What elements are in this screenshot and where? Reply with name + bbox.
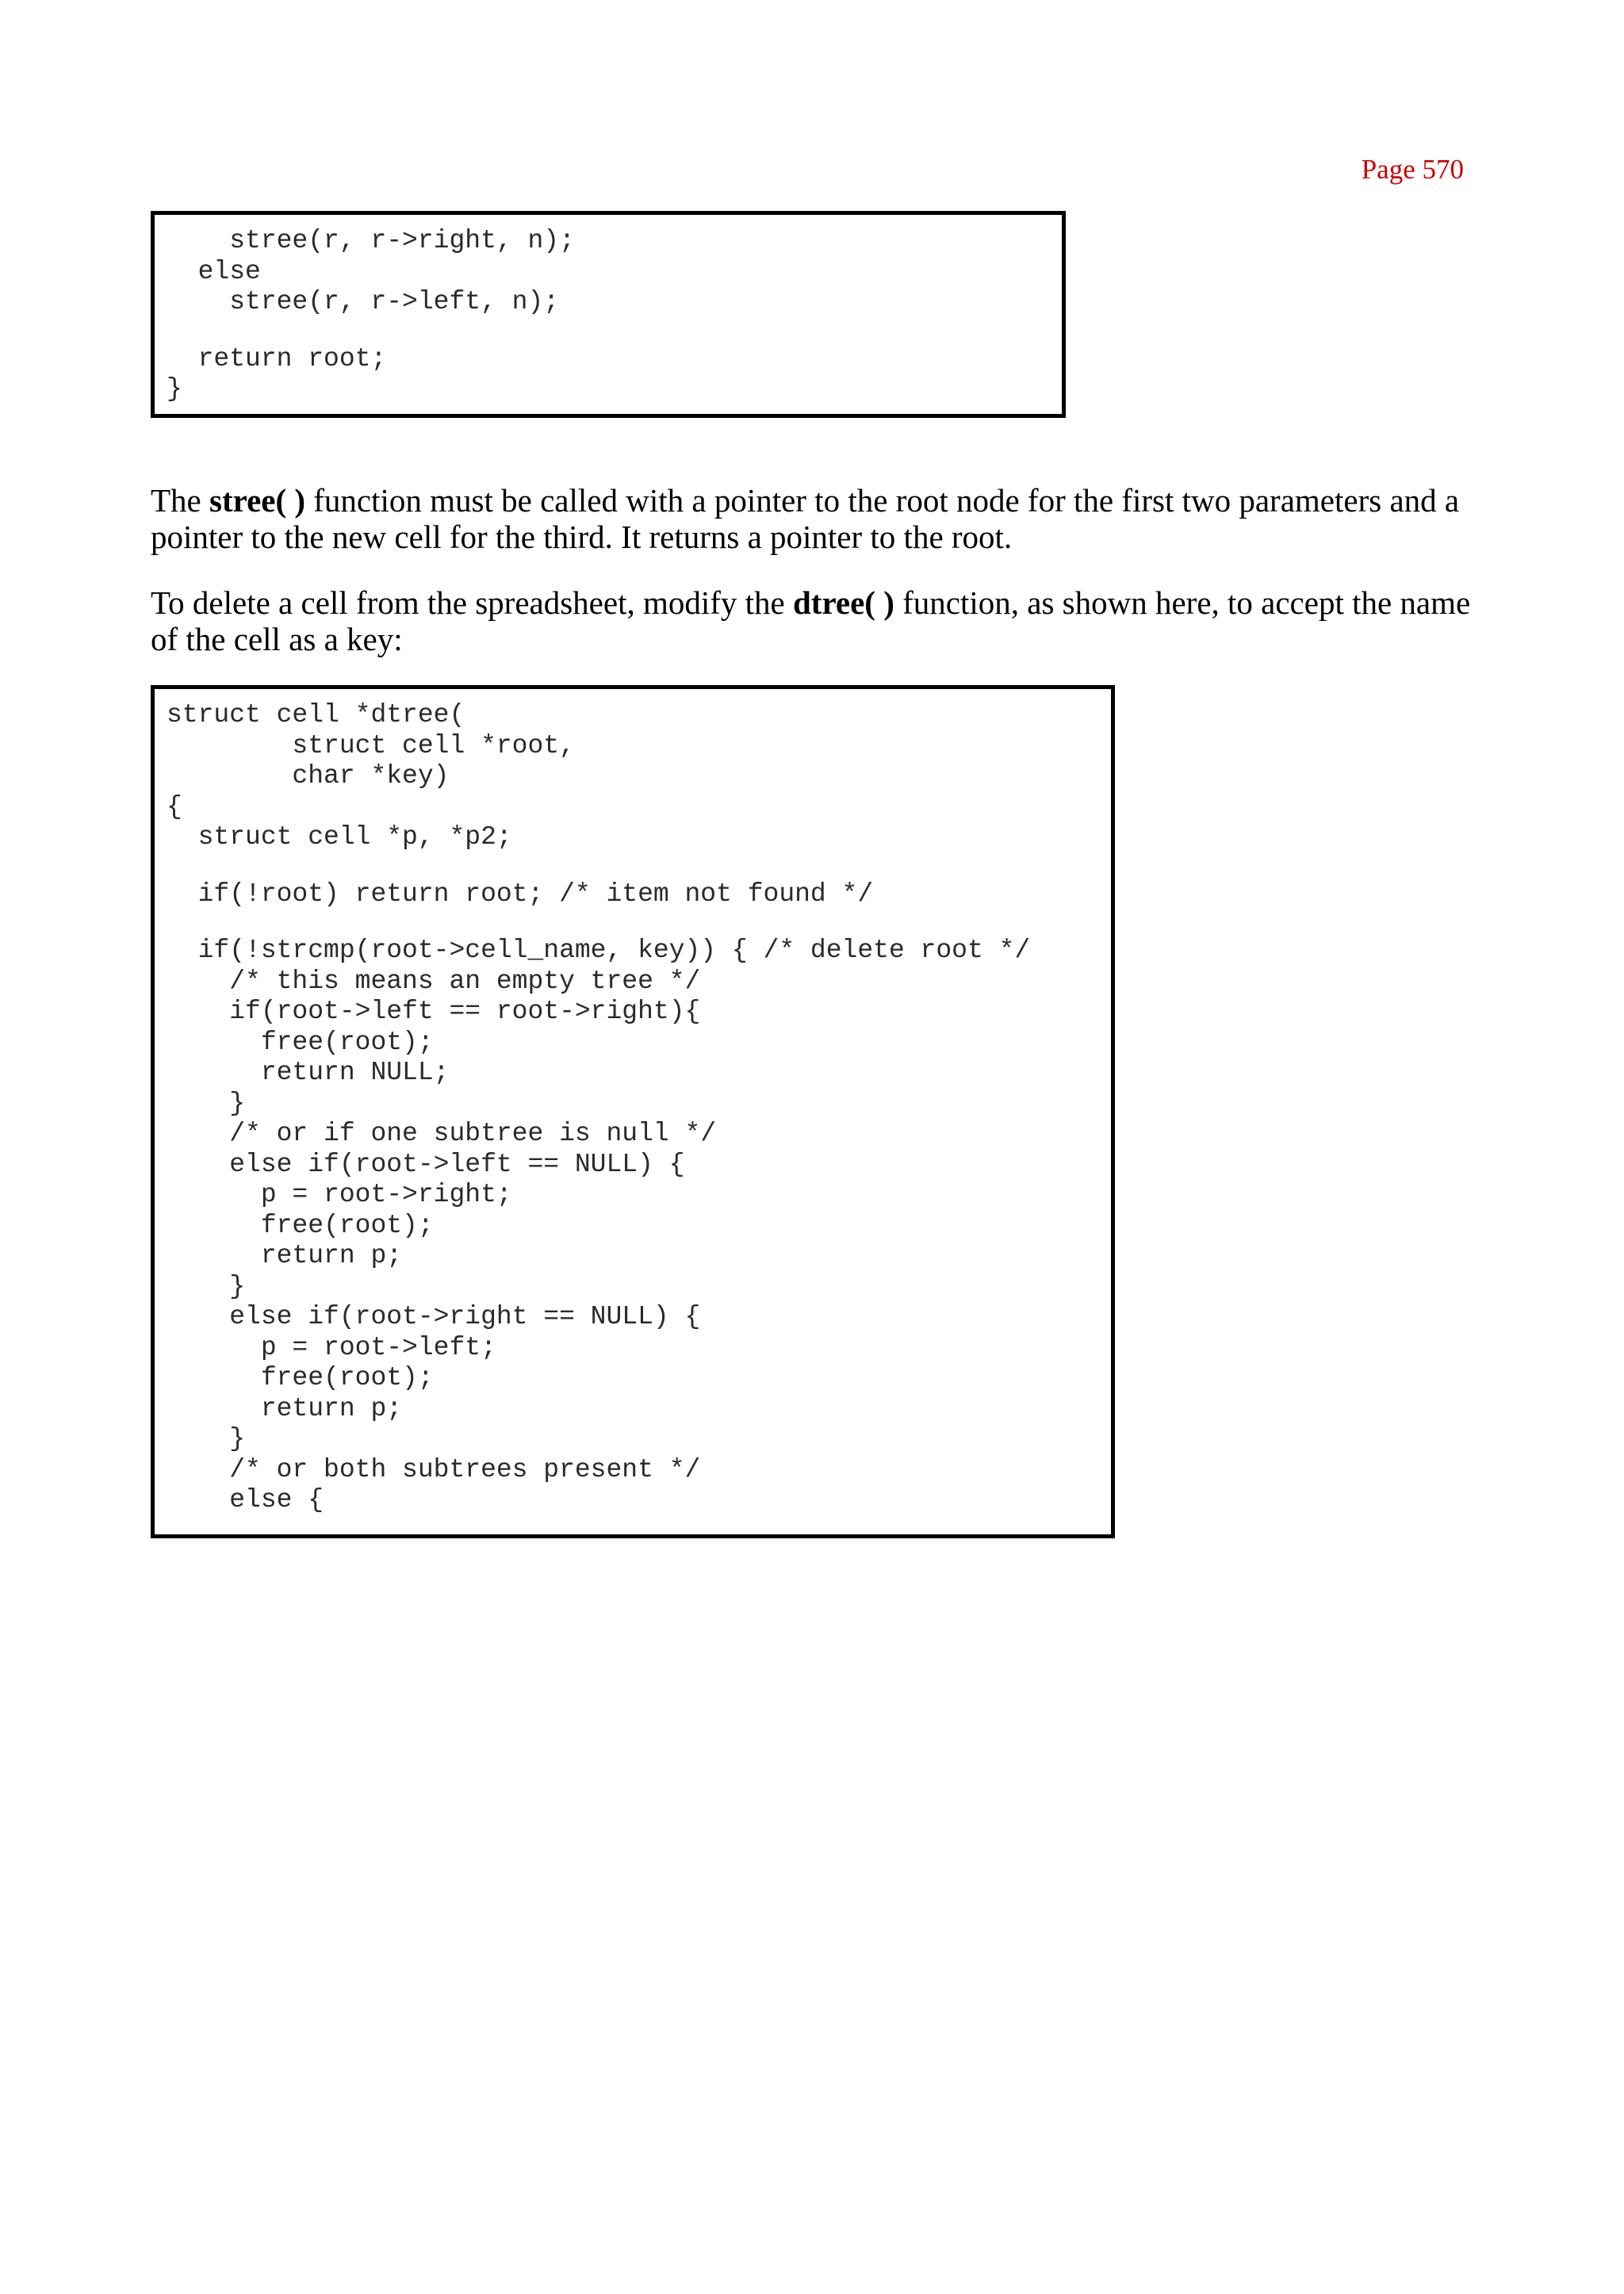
body-paragraph-stree: [151, 482, 1483, 555]
code-line: char *key): [167, 761, 450, 791]
code-line: struct cell *dtree(: [167, 700, 465, 730]
paragraph-text: The: [151, 482, 209, 519]
code-line: struct cell *p, *p2;: [167, 822, 512, 852]
code-line-blank: [167, 853, 1030, 879]
code-line: /* this means an empty tree */: [167, 966, 701, 996]
code-listing: [167, 700, 1030, 1516]
code-line: free(root);: [167, 1027, 434, 1057]
code-line: }: [167, 1271, 246, 1301]
code-line: if(!strcmp(root->cell_name, key)) { /* delete root */: [167, 936, 1031, 965]
code-line: struct cell *root,: [167, 730, 575, 760]
code-line: return root;: [167, 343, 387, 373]
body-paragraph-dtree: [151, 584, 1483, 657]
function-name-stree: stree( ): [209, 482, 306, 519]
paragraph-text: function, as shown here, to accept the name of the cell as a key:: [151, 584, 1471, 657]
code-line: return p;: [167, 1241, 403, 1270]
code-line: p = root->left;: [167, 1332, 496, 1362]
code-line: stree(r, r->right, n);: [167, 226, 575, 255]
function-name-dtree: dtree( ): [793, 584, 894, 621]
code-line: stree(r, r->left, n);: [167, 287, 560, 316]
code-listing: [167, 226, 575, 405]
code-line: }: [167, 1088, 246, 1118]
code-line: else {: [167, 1485, 324, 1515]
page-number: Page 570: [1361, 154, 1464, 185]
code-line: if(root->left == root->right){: [167, 997, 701, 1026]
code-line: /* or both subtrees present */: [167, 1454, 701, 1484]
code-block-dtree: [151, 685, 1115, 1538]
code-line-blank: [167, 318, 575, 344]
code-line: }: [167, 374, 182, 404]
code-line: free(root);: [167, 1363, 434, 1392]
code-line: p = root->right;: [167, 1180, 512, 1209]
code-line: /* or if one subtree is null */: [167, 1119, 717, 1148]
code-line: else if(root->left == NULL) {: [167, 1149, 685, 1179]
code-line: if(!root) return root; /* item not found */: [167, 879, 874, 909]
code-line: {: [167, 791, 182, 821]
paragraph-text: To delete a cell from the spreadsheet, modify the: [151, 584, 793, 621]
paragraph-text: function must be called with a pointer to the root node for the first two parameters and a pointer to the new cell for the third. It returns a pointer to the root.: [151, 482, 1460, 555]
code-line-blank: [167, 910, 1030, 936]
code-line: return NULL;: [167, 1058, 450, 1087]
code-block-stree-end: [151, 211, 1066, 418]
code-line: return p;: [167, 1393, 403, 1423]
code-line: free(root);: [167, 1210, 434, 1240]
code-line: }: [167, 1424, 246, 1453]
code-line: else if(root->right == NULL) {: [167, 1302, 701, 1331]
code-line: else: [167, 256, 261, 286]
